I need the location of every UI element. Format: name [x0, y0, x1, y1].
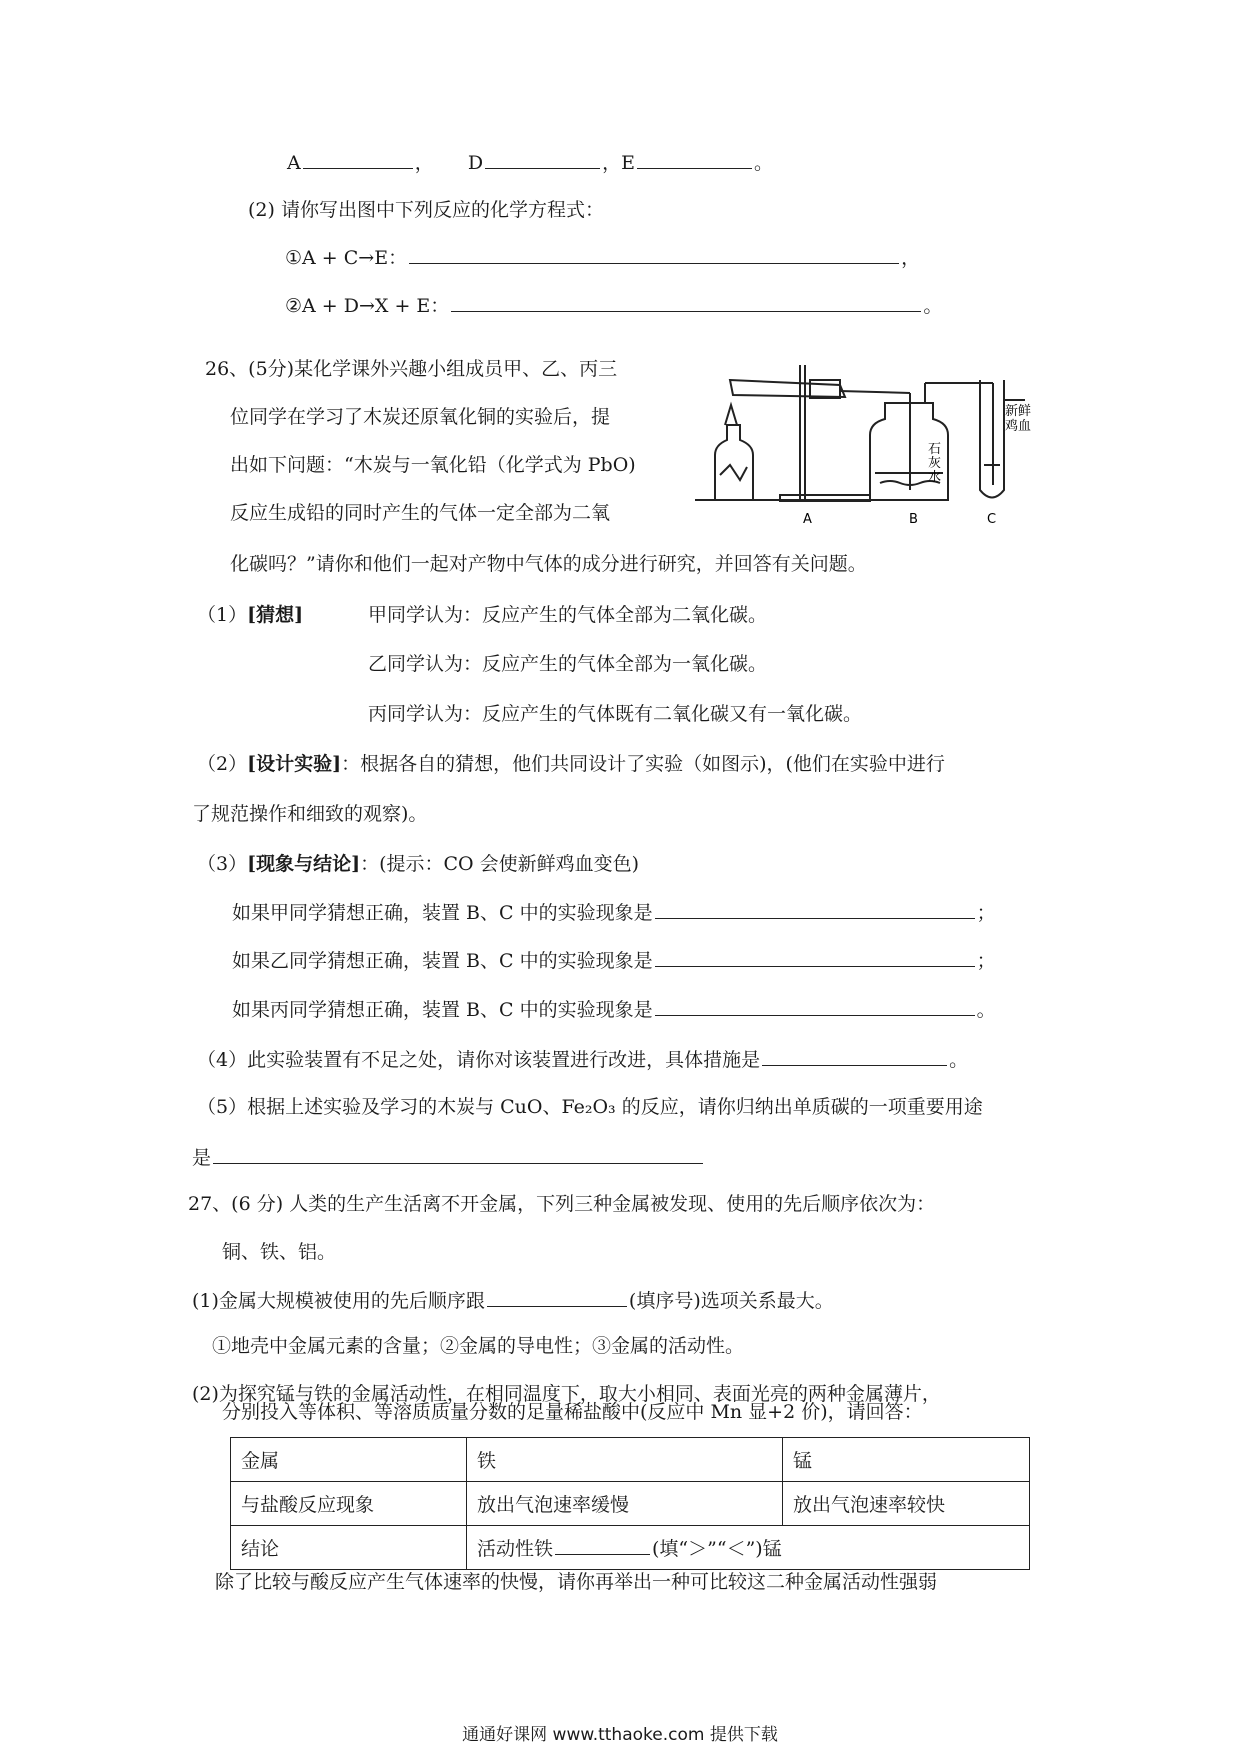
stand-base	[780, 495, 870, 501]
p1-text: (1)金属大规模被使用的先后顺序跟	[192, 1290, 485, 1312]
s1-prefix: （1）	[197, 604, 248, 626]
label-e: ，E	[602, 152, 635, 174]
conclusion-cell	[467, 1526, 1030, 1570]
table-row	[231, 1482, 1030, 1526]
apparatus-figure	[695, 355, 1050, 530]
q26-intro-line-1: 26、(5分)某化学课外兴趣小组成员甲、乙、丙三	[205, 358, 618, 380]
table-cell: 与盐酸反应现象	[231, 1482, 467, 1526]
q26-s2-line	[197, 750, 945, 778]
q25-equation-2	[285, 291, 942, 320]
q26-phenomenon-3	[232, 995, 996, 1024]
footer: 通通好课网 www.tthaoke.com 提供下载	[462, 1725, 778, 1745]
comma: ，	[414, 152, 434, 174]
q27-tail: 除了比较与酸反应产生气体速率的快慢，请你再举出一种可比较这二种金属活动性强弱	[215, 1571, 938, 1593]
q25-equation-1	[285, 243, 920, 272]
s5-blank[interactable]	[213, 1143, 703, 1164]
label-a: A	[287, 152, 301, 174]
q26-hypothesis-jia: 甲同学认为：反应产生的气体全部为二氧化碳。	[368, 604, 768, 626]
q26-s2-line-2: 了规范操作和细致的观察)。	[192, 803, 428, 825]
eq1-blank[interactable]	[409, 243, 899, 264]
label-d: D	[467, 152, 484, 174]
table-cell: 放出气泡速率较快	[783, 1482, 1030, 1526]
phenomenon-1-end: ；	[976, 902, 996, 924]
q26-intro-line-3: 出如下问题：“木炭与一氧化铅（化学式为 PbO)	[230, 454, 636, 476]
phenomenon-2-end: ；	[976, 950, 996, 972]
answer-blank-e[interactable]	[637, 148, 752, 169]
tube-stopper	[810, 380, 840, 398]
q26-s5-line: （5）根据上述实验及学习的木炭与 CuO、Fe₂O₃ 的反应，请你归纳出单质碳的一项重要用途	[197, 1096, 983, 1118]
q26-phenomenon-1	[232, 898, 996, 927]
s2-prefix: （2）	[197, 753, 248, 775]
eq2-blank[interactable]	[451, 291, 921, 312]
table-cell: 结论	[231, 1526, 467, 1570]
table-row	[231, 1438, 1030, 1482]
q26-intro-line-2: 位同学在学习了木炭还原氧化铜的实验后，提	[230, 406, 611, 428]
q27-part2-line2: 分别投入等体积、等溶质质量分数的足量稀盐酸中(反应中 Mn 显+2 价)，请回答：	[222, 1401, 923, 1423]
p1-blank[interactable]	[487, 1286, 627, 1307]
limewater-label-1: 石	[928, 442, 942, 457]
s3-text: ：(提示：CO 会使新鲜鸡血变色)	[360, 853, 640, 875]
q25-part2-prompt: (2) 请你写出图中下列反应的化学方程式：	[248, 199, 604, 221]
phenomenon-3-text: 如果丙同学猜想正确，装置 B、C 中的实验现象是	[232, 999, 653, 1021]
s1-tag: [猜想]	[247, 604, 304, 626]
limewater-label-3: 水	[928, 470, 942, 485]
s4-blank[interactable]	[762, 1045, 947, 1066]
q26-s5-line-2	[192, 1143, 705, 1172]
q26-hypothesis-yi: 乙同学认为：反应产生的气体全部为一氧化碳。	[368, 653, 768, 675]
q27-part2-line1: (2)为探究锰与铁的金属活动性，在相同温度下，取大小相同、表面光亮的两种金属薄片，	[192, 1383, 941, 1405]
s2-text: ：根据各自的猜想，他们共同设计了实验（如图示)，(他们在实验中进行	[341, 753, 945, 775]
blood-label-2: 鸡血	[1005, 419, 1032, 434]
q26-hypothesis-bing: 丙同学认为：反应产生的气体既有二氧化碳又有一氧化碳。	[368, 703, 863, 725]
flame-icon	[725, 405, 737, 425]
table-cell: 铁	[467, 1438, 783, 1482]
eq1-label: ①A + C→E：	[285, 247, 408, 269]
s4-text: （4）此实验装置有不足之处，请你对该装置进行改进，具体措施是	[197, 1049, 761, 1071]
phenomenon-2-blank[interactable]	[655, 946, 975, 967]
delivery-tube	[840, 391, 910, 393]
phenomenon-3-blank[interactable]	[655, 995, 975, 1016]
q26-intro-line-4: 反应生成铅的同时产生的气体一定全部为二氧	[230, 502, 611, 524]
metal-comparison-table	[230, 1437, 1030, 1570]
phenomenon-3-end: 。	[976, 999, 996, 1021]
eq2-label: ②A + D→X + E：	[285, 295, 450, 317]
q26-s4-line	[197, 1045, 968, 1074]
phenomenon-1-text: 如果甲同学猜想正确，装置 B、C 中的实验现象是	[232, 902, 653, 924]
q27-intro-1: 27、(6 分) 人类的生产生活离不开金属，下列三种金属被发现、使用的先后顺序依次为：	[188, 1193, 936, 1215]
p1-end: (填序号)选项关系最大。	[628, 1290, 834, 1312]
conclusion-blank[interactable]	[555, 1534, 650, 1555]
conclusion-post: (填“＞”“＜”)锰	[652, 1538, 782, 1560]
eq2-end: 。	[923, 295, 943, 317]
blood-label-1: 新鲜	[1005, 404, 1032, 419]
table-cell: 金属	[231, 1438, 467, 1482]
period: 。	[753, 152, 773, 174]
conclusion-pre: 活动性铁	[477, 1538, 554, 1560]
figure-label-c: C	[987, 512, 997, 527]
answer-blank-d[interactable]	[485, 148, 600, 169]
limewater-label-2: 灰	[928, 456, 942, 471]
q25-blank-line	[287, 148, 773, 177]
q26-s3-line	[197, 850, 639, 878]
q27-part1-options: ①地壳中金属元素的含量；②金属的导电性；③金属的活动性。	[212, 1335, 745, 1357]
table-cell: 锰	[783, 1438, 1030, 1482]
table-cell: 放出气泡速率缓慢	[467, 1482, 783, 1526]
q26-phenomenon-2	[232, 946, 996, 975]
phenomenon-1-blank[interactable]	[655, 898, 975, 919]
phenomenon-2-text: 如果乙同学猜想正确，装置 B、C 中的实验现象是	[232, 950, 653, 972]
figure-label-b: B	[909, 512, 918, 527]
s4-end: 。	[949, 1049, 969, 1071]
s2-tag: [设计实验]	[247, 753, 342, 775]
s3-prefix: （3）	[197, 853, 248, 875]
figure-label-a: A	[803, 512, 812, 527]
q26-intro-line-5: 化碳吗？”请你和他们一起对产物中气体的成分进行研究，并回答有关问题。	[230, 553, 867, 575]
q26-s1-line	[197, 601, 303, 629]
eq1-end: ，	[901, 247, 921, 269]
lamp-flame	[720, 465, 747, 480]
table-row	[231, 1526, 1030, 1570]
s3-tag: [现象与结论]	[247, 853, 361, 875]
reaction-tube	[730, 380, 845, 397]
q27-part1	[192, 1286, 834, 1315]
q27-intro-2: 铜、铁、铝。	[222, 1241, 337, 1263]
s5-text2: 是	[192, 1147, 212, 1169]
answer-blank-a[interactable]	[303, 148, 413, 169]
alcohol-lamp	[715, 425, 753, 500]
